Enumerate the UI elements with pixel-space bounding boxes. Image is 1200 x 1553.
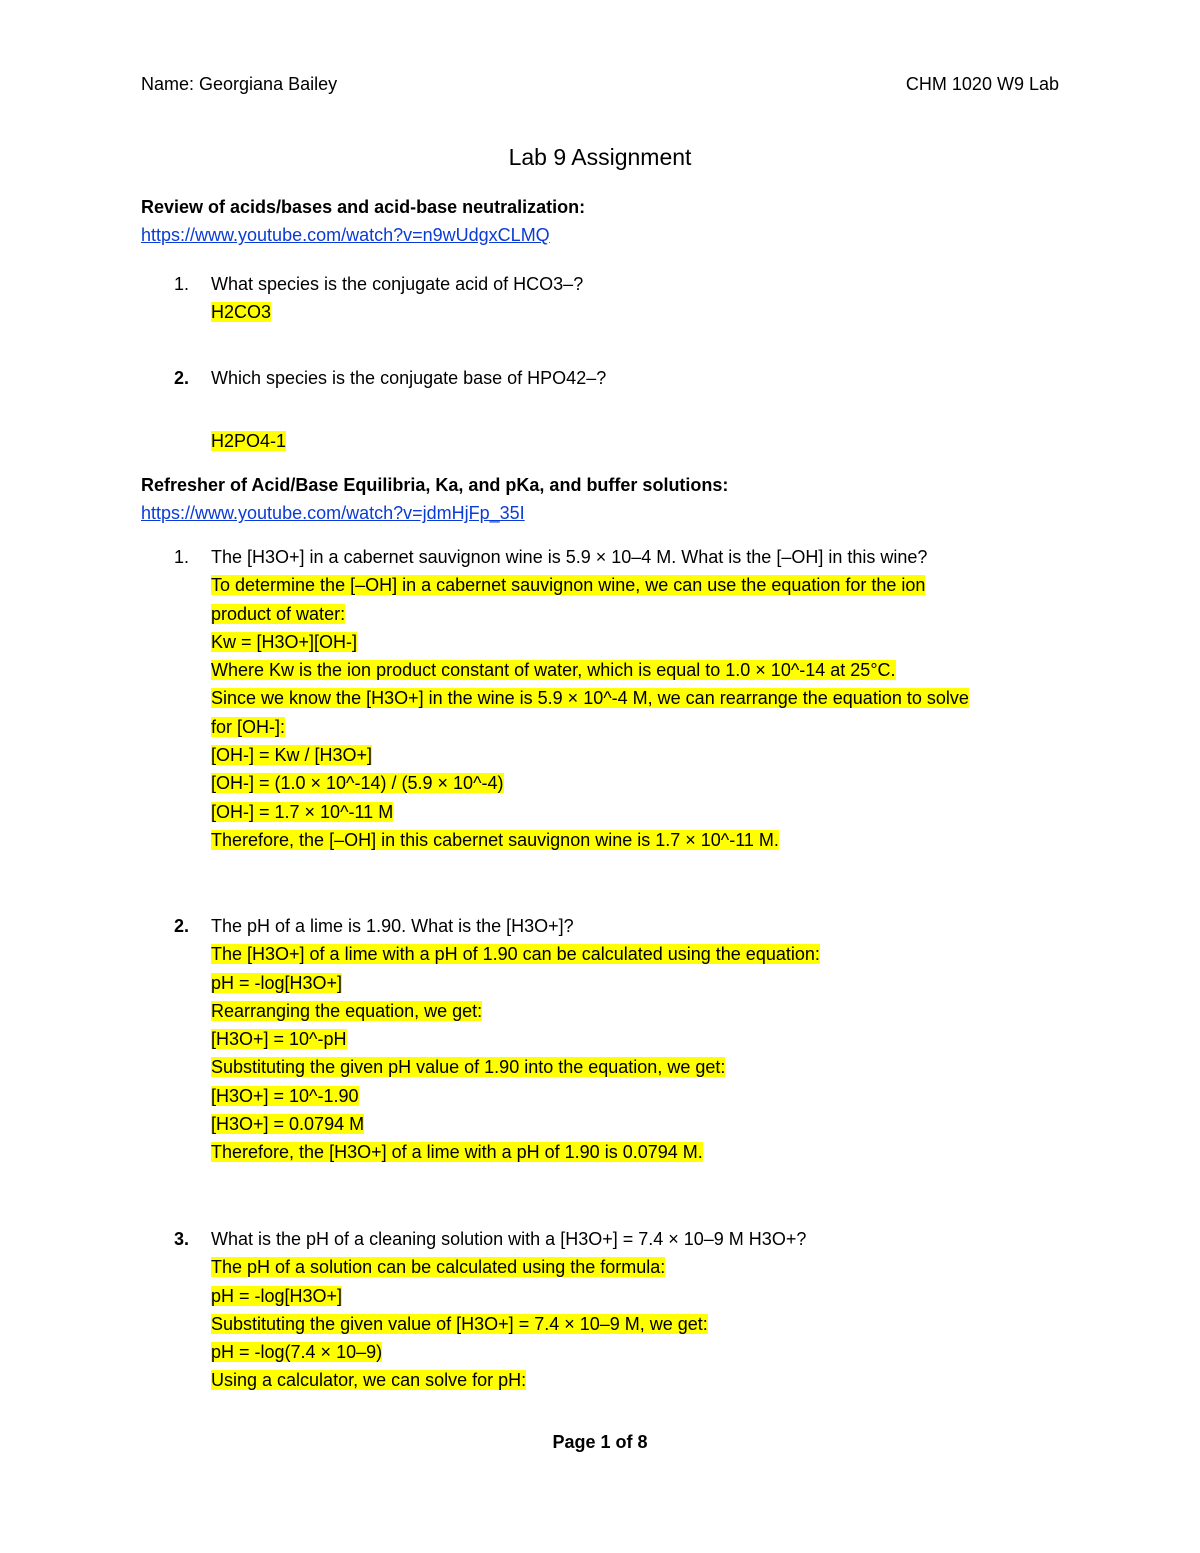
answer-line: To determine the [–OH] in a cabernet sauvignon wine, we can use the equation for the ion xyxy=(211,575,926,596)
page-title: Lab 9 Assignment xyxy=(508,144,692,170)
video-link[interactable]: https://www.youtube.com/watch?v=n9wUdgxCLMQ xyxy=(141,225,550,246)
question-text: What is the pH of a cleaning solution with a [H3O+] = 7.4 × 10–9 M H3O+? xyxy=(211,1229,807,1249)
question-number: 1. xyxy=(174,274,190,294)
answer-line: [OH-] = Kw / [H3O+] xyxy=(211,745,373,766)
answer-line: [H3O+] = 10^-pH xyxy=(211,1029,347,1050)
question-1a xyxy=(141,270,1061,327)
answer-line: [H3O+] = 10^-1.90 xyxy=(211,1085,359,1106)
answer-line: pH = -log(7.4 × 10–9) xyxy=(211,1342,383,1363)
answer-line: Therefore, the [–OH] in this cabernet sauvignon wine is 1.7 × 10^-11 M. xyxy=(211,829,779,850)
page-footer: Page 1 of 8 xyxy=(552,1432,648,1452)
answer-line: Therefore, the [H3O+] of a lime with a pH of 1.90 is 0.0794 M. xyxy=(211,1142,703,1163)
question-1b xyxy=(141,543,1061,854)
answer-line: The [H3O+] of a lime with a pH of 1.90 can be calculated using the equation: xyxy=(211,944,820,965)
section-review xyxy=(141,193,1061,250)
answer-line: pH = -log[H3O+] xyxy=(211,972,343,993)
question-text: Which species is the conjugate base of HPO42–? xyxy=(211,368,607,388)
question-2b xyxy=(141,912,1061,1167)
question-text: What species is the conjugate acid of HCO3–? xyxy=(211,274,584,294)
question-number: 1. xyxy=(174,547,190,567)
answer-line: Substituting the given value of [H3O+] = 7.4 × 10–9 M, we get: xyxy=(211,1313,708,1334)
header-course: CHM 1020 W9 Lab xyxy=(905,74,1059,94)
section-heading: Refresher of Acid/Base Equilibria, Ka, and pKa, and buffer solutions: xyxy=(141,475,729,495)
answer-line: pH = -log[H3O+] xyxy=(211,1285,343,1306)
video-link[interactable]: https://www.youtube.com/watch?v=jdmHjFp_35I xyxy=(141,503,525,524)
question-number: 3. xyxy=(174,1229,190,1249)
answer-text: H2PO4-1 xyxy=(211,430,287,451)
answer-line: Where Kw is the ion product constant of water, which is equal to 1.0 × 10^-14 at 25°C. xyxy=(211,660,896,681)
answer-line: Kw = [H3O+][OH-] xyxy=(211,631,358,652)
question-text: The [H3O+] in a cabernet sauvignon wine is 5.9 × 10–4 M. What is the [–OH] in this wine? xyxy=(211,547,928,567)
answer-line: Using a calculator, we can solve for pH: xyxy=(211,1370,527,1391)
question-text: The pH of a lime is 1.90. What is the [H3O+]? xyxy=(211,916,574,936)
answer-line: [OH-] = (1.0 × 10^-14) / (5.9 × 10^-4) xyxy=(211,773,504,794)
section-heading: Review of acids/bases and acid-base neutralization: xyxy=(141,197,586,217)
answer-line: Since we know the [H3O+] in the wine is 5.9 × 10^-4 M, we can rearrange the equation to solve xyxy=(211,688,969,709)
answer-line: product of water: xyxy=(211,603,346,624)
answer-line: [OH-] = 1.7 × 10^-11 M xyxy=(211,801,394,822)
answer-line: Substituting the given pH value of 1.90 into the equation, we get: xyxy=(211,1057,726,1078)
question-2a xyxy=(141,364,1061,455)
question-number: 2. xyxy=(174,916,190,936)
question-3b xyxy=(141,1225,1061,1395)
header-student-name: Name: Georgiana Bailey xyxy=(141,74,338,94)
section-refresher xyxy=(141,471,1061,528)
answer-line: for [OH-]: xyxy=(211,716,286,737)
answer-line: Rearranging the equation, we get: xyxy=(211,1000,483,1021)
question-number: 2. xyxy=(174,368,190,388)
answer-text: H2CO3 xyxy=(211,302,272,323)
answer-line: [H3O+] = 0.0794 M xyxy=(211,1114,365,1135)
answer-line: The pH of a solution can be calculated using the formula: xyxy=(211,1257,666,1278)
